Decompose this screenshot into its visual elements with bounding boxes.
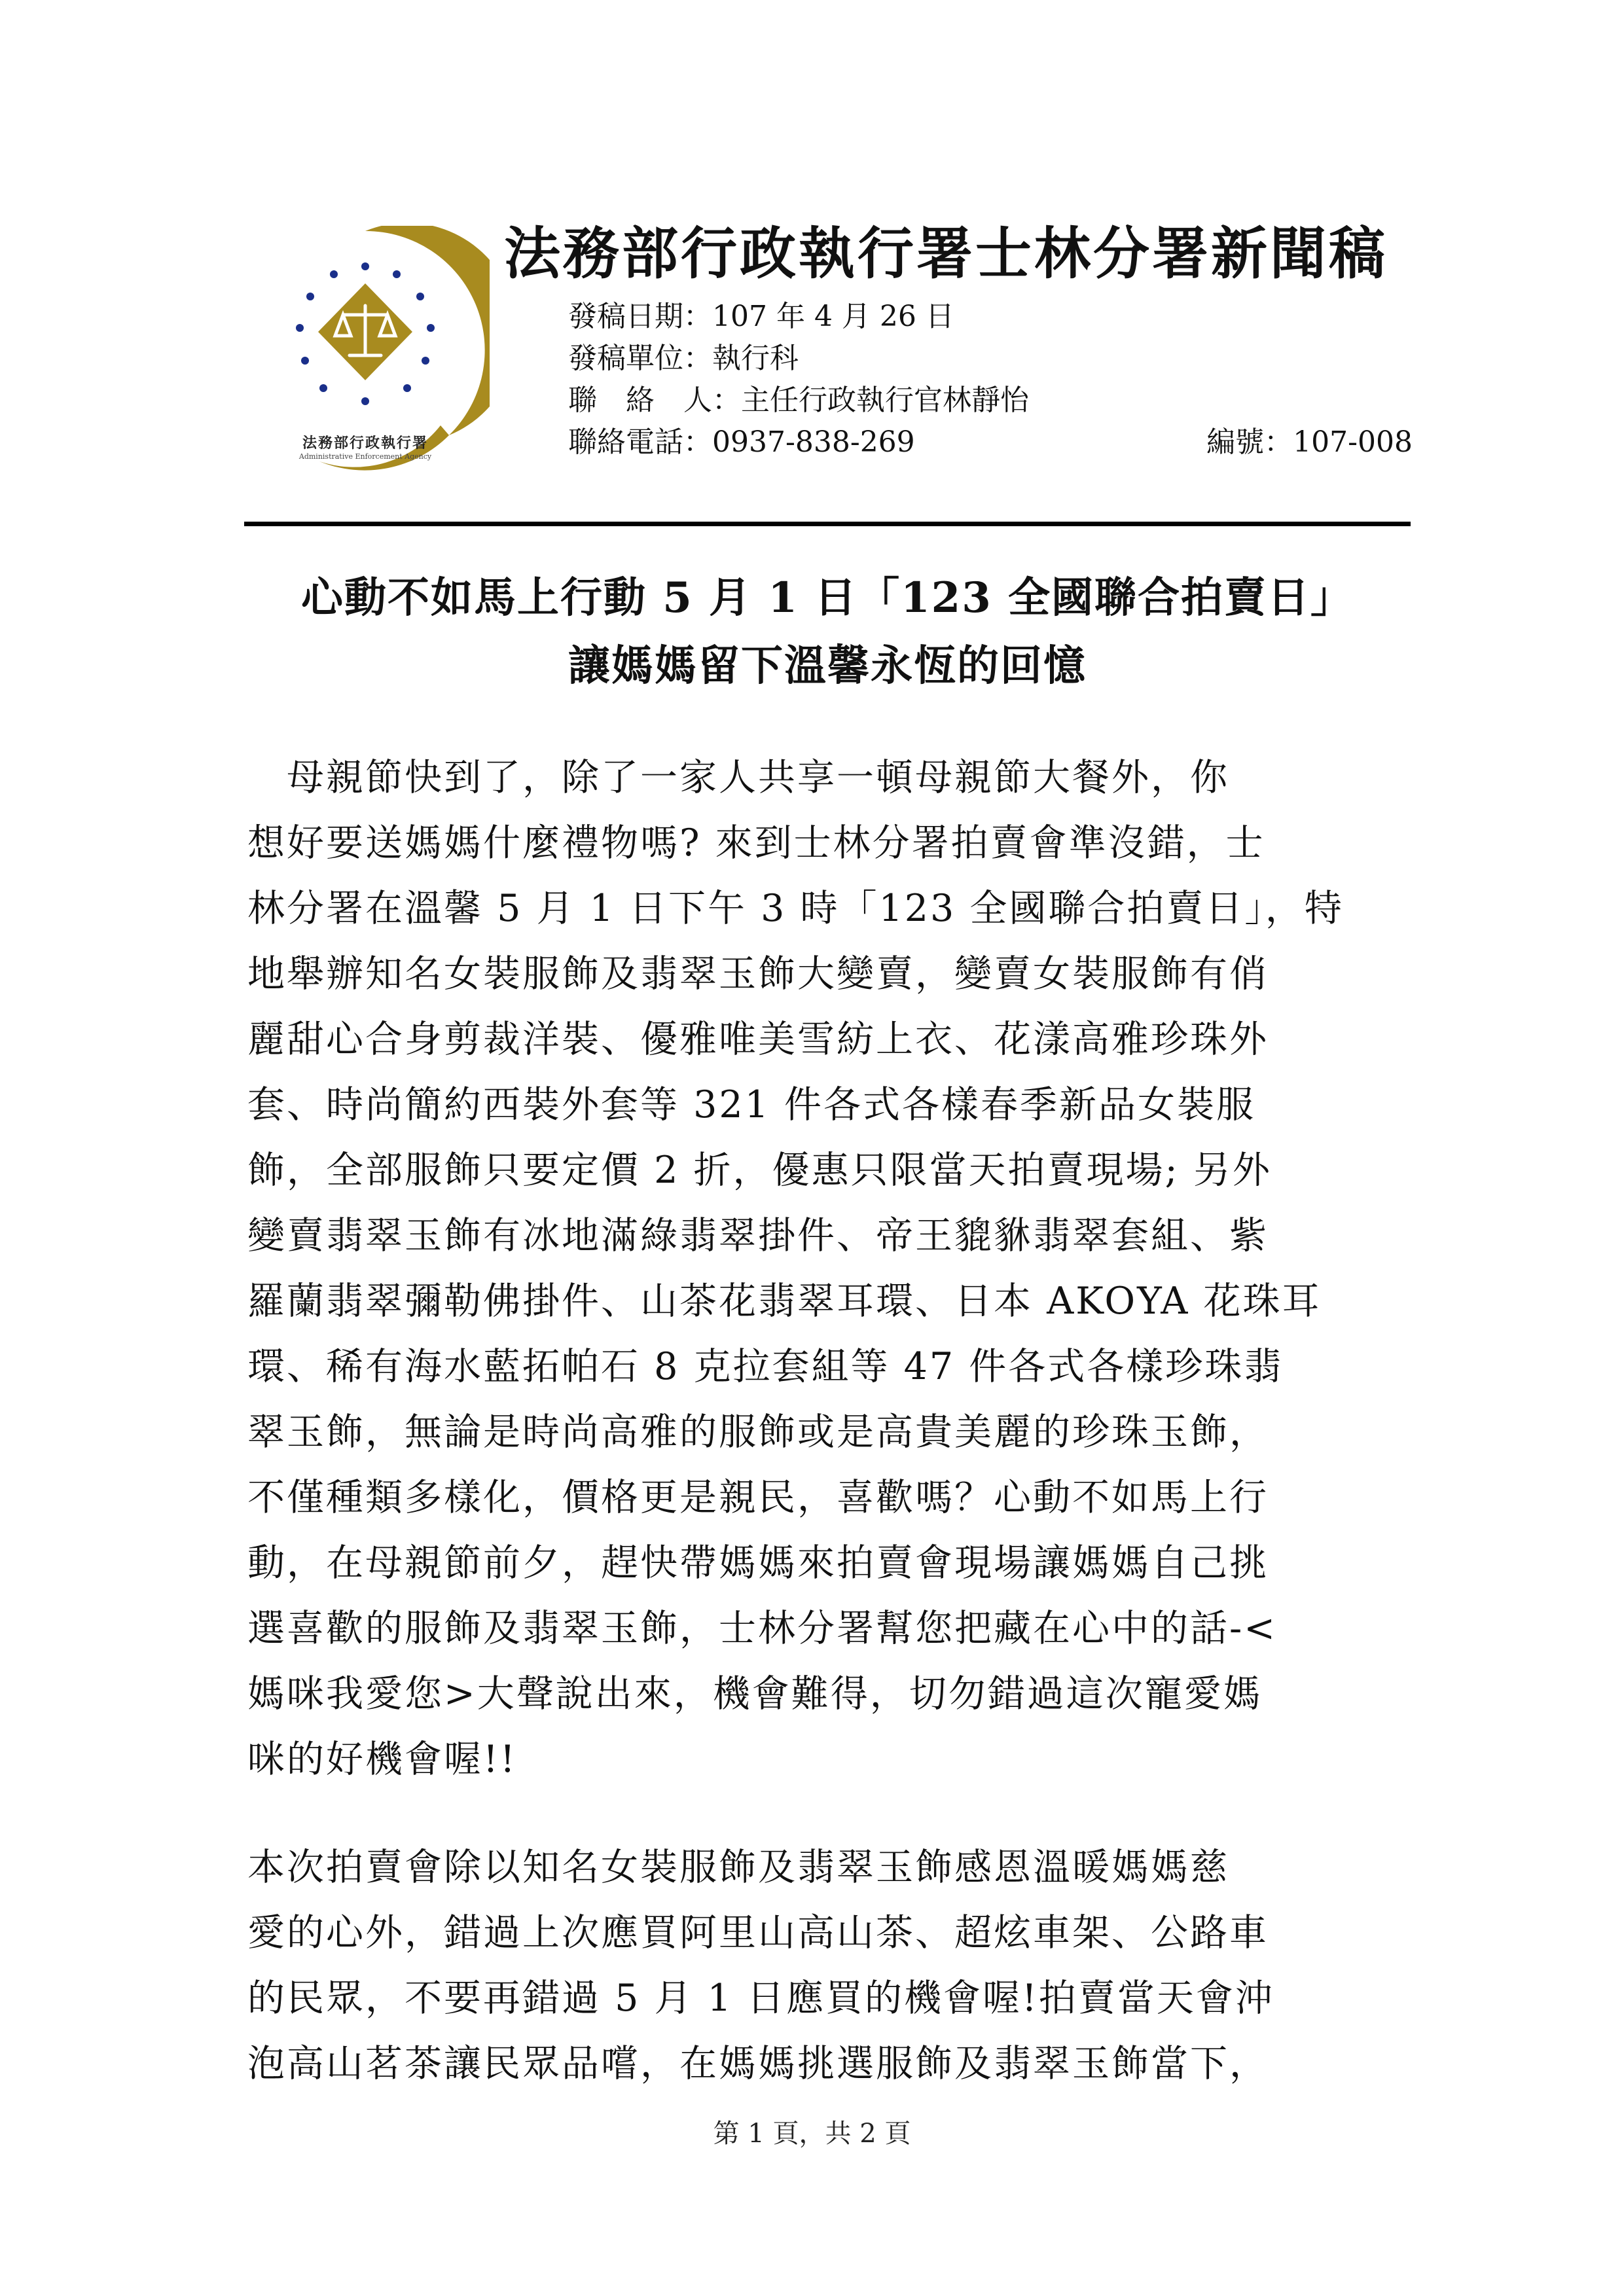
logo-caption-english: Administrative Enforcement Agency	[298, 452, 432, 461]
logo-caption-chinese: 法務部行政執行署	[302, 435, 428, 452]
body-line: 變賣翡翠玉飾有冰地滿綠翡翠掛件、帝王貔貅翡翠套組、紫	[247, 1214, 1269, 1257]
body-line: 羅蘭翡翠彌勒佛掛件、山茶花翡翠耳環、日本 AKOYA 花珠耳	[247, 1280, 1322, 1323]
release-unit: 發稿單位：執行科	[568, 342, 799, 375]
headline-line-1: 心動不如馬上行動 5 月 1 日「123 全國聯合拍賣日」	[300, 573, 1354, 622]
body-line: 地舉辦知名女裝服飾及翡翠玉飾大變賣，變賣女裝服飾有俏	[247, 952, 1269, 996]
press-release-title: 法務部行政執行署士林分署新聞稿	[504, 221, 1388, 287]
contact-phone: 聯絡電話：0937-838-269	[568, 425, 915, 459]
release-date: 發稿日期：107 年 4 月 26 日	[568, 300, 954, 333]
body-paragraph-1	[247, 745, 1377, 1792]
header-divider	[244, 522, 1411, 526]
body-line: 咪的好機會喔!!	[247, 1738, 517, 1781]
headline-line-2: 讓媽媽留下溫馨永恆的回憶	[568, 641, 1087, 691]
body-line: 想好要送媽媽什麼禮物嗎? 來到士林分署拍賣會準沒錯，士	[247, 821, 1265, 865]
body-line: 飾，全部服飾只要定價 2 折，優惠只限當天拍賣現場; 另外	[247, 1149, 1272, 1192]
release-metadata	[568, 296, 1413, 463]
body-line: 母親節快到了，除了一家人共享一頓母親節大餐外，你	[247, 756, 1229, 799]
body-line: 套、時尚簡約西裝外套等 321 件各式各樣春季新品女裝服	[247, 1083, 1256, 1126]
page-indicator: 第 1 頁，共 2 頁	[713, 2119, 911, 2149]
body-line: 選喜歡的服飾及翡翠玉飾，士林分署幫您把藏在心中的話-<	[247, 1607, 1278, 1650]
body-line: 麗甜心合身剪裁洋裝、優雅唯美雪紡上衣、花漾高雅珍珠外	[247, 1018, 1269, 1061]
body-line: 不僅種類多樣化，價格更是親民，喜歡嗎？心動不如馬上行	[247, 1476, 1269, 1519]
body-line: 翠玉飾，無論是時尚高雅的服飾或是高貴美麗的珍珠玉飾，	[247, 1410, 1269, 1454]
body-line: 的民眾，不要再錯過 5 月 1 日應買的機會喔!拍賣當天會沖	[247, 1977, 1274, 2020]
body-paragraph-2	[247, 1835, 1377, 2096]
body-line: 動，在母親節前夕，趕快帶媽媽來拍賣會現場讓媽媽自己挑	[247, 1541, 1269, 1585]
body-line: 環、稀有海水藍拓帕石 8 克拉套組等 47 件各式各樣珍珠翡	[247, 1345, 1284, 1388]
contact-person: 聯 絡 人：主任行政執行官林靜怡	[568, 384, 1029, 417]
body-line: 林分署在溫馨 5 月 1 日下午 3 時「123 全國聯合拍賣日」，特	[247, 887, 1344, 930]
logo-caption	[246, 432, 484, 461]
body-line: 媽咪我愛您>大聲說出來，機會難得，切勿錯過這次寵愛媽	[247, 1672, 1263, 1715]
body-line: 泡高山茗茶讓民眾品嚐，在媽媽挑選服飾及翡翠玉飾當下，	[247, 2042, 1269, 2085]
body-line: 愛的心外，錯過上次應買阿里山高山茶、超炫車架、公路車	[247, 1911, 1269, 1954]
body-line: 本次拍賣會除以知名女裝服飾及翡翠玉飾感恩溫暖媽媽慈	[247, 1846, 1229, 1889]
serial-number: 編號：107-008	[1206, 425, 1413, 459]
headline	[244, 564, 1411, 700]
